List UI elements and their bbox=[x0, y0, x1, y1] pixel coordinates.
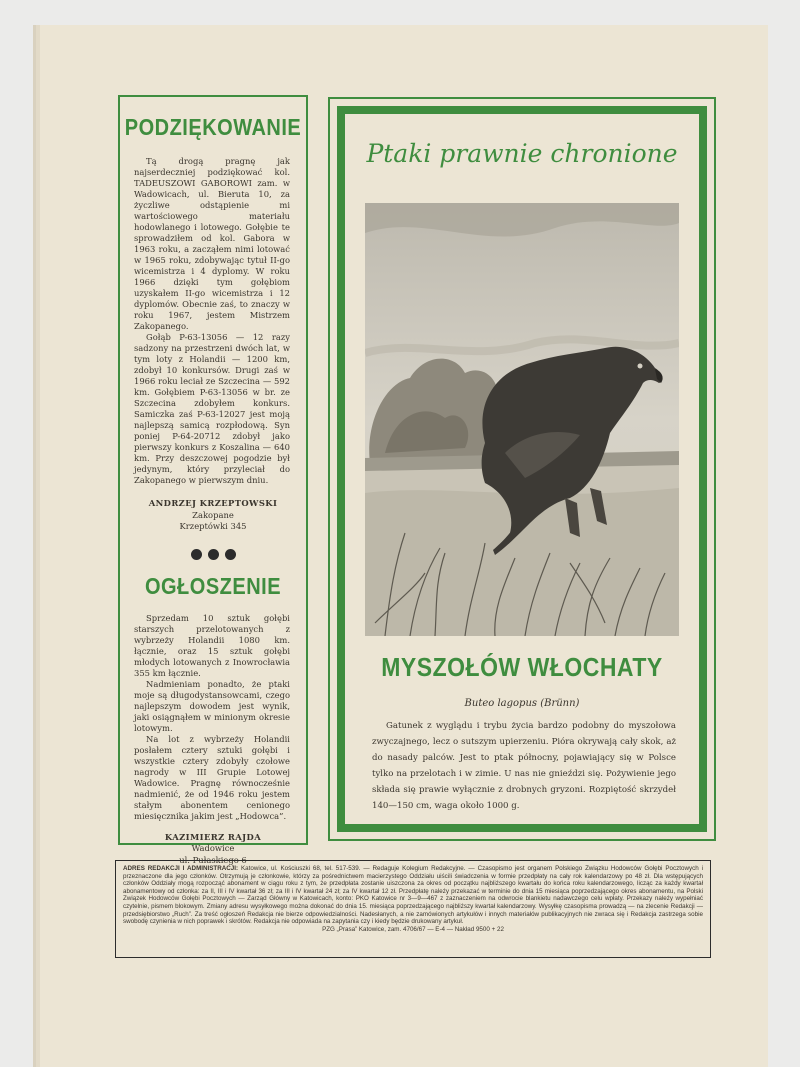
imprint-heading: ADRES REDAKCJI I ADMINISTRACJI: bbox=[123, 865, 239, 872]
species-name: MYSZOŁÓW WŁOCHATY bbox=[381, 652, 663, 682]
signature-name: KAZIMIERZ RAJDA bbox=[164, 831, 262, 842]
species-latin-name: Buteo lagopus (Brünn) bbox=[464, 698, 580, 709]
ad-paragraph: Na lot z wybrzeży Holandii posłałem cztery sztuki gołębi i wszystkie cztery zdobyły czołowe nagrody w III Grupie Lotowej Wadowice. Pragnę równocześnie nadmienić, że od 1946 roku jestem stałym abonentem cenionego miesięcznika jakim jest „Hodowca”. bbox=[134, 733, 290, 821]
section-separator-dots bbox=[120, 545, 306, 564]
thanks-title: PODZIĘKOWANIE bbox=[124, 115, 302, 141]
ad-paragraph: Nadmieniam ponadto, że ptaki moje są długodystansowcami, czego najlepszym dowodem jest wynik, jaki osiągnąłem w minionym okresie lotowym. bbox=[134, 678, 290, 733]
signature-address: Krzeptówki 345 bbox=[179, 521, 247, 531]
signature-city: Wadowice bbox=[191, 843, 235, 853]
imprint-text: Katowice, ul. Kościuszki 68, tel. 517-539. — Redaguje Kolegium Redakcyjne. — Czasopismo jest organem Polskiego Związku Hodowców Gołębi Pocztowych i przeznaczone dla jego członków. Otrzymują je członkowie, którzy za pośrednictwem macierzystego Oddziału uiścili świadczenia w formie przedpłaty na cały rok kalendarzowy po 48 zł. Dla wstępujących członków Oddziały mogą rozpocząć abonament w ciągu roku z tym, że przedpłata zostanie uiszczona za okres od początku najbliższego kwartału do końca roku kalendarzowego, licząc za każdy kwartał abonamentowy od członka: za II, III i IV kwartał 36 zł; za III i IV kwartał 24 zł; za IV kwartał 12 zł. Przedpłatę należy przekazać w terminie do dnia 15 miesiąca poprzedzającego okres abonamentu, na Polski Związek Hodowców Gołębi Pocztowych — Zarząd Główny w Katowicach, konto: PKO Katowice nr 3—9—467 z zaznaczeniem na odwrocie blankietu nadawczego celu wpłaty. Przekazy należy wypełniać czytelnie, pismem blokowym. Zmiany adresu wysyłkowego można dokonać do dnia 15. miesiąca poprzedzającego najbliższy kwartał kalendarzowy. Wysyłkę czasopisma prowadzą — na zlecenie Redakcji — przedsiębiorstwo „Ruch”. Za treść ogłoszeń Redakcja nie bierze odpowiedzialności. Nadesłanych, a nie zamówionych artykułów i innych materiałów publikacyjnych nie zwraca się i Redakcja zastrzega sobie swobodę czynienia w nich poprawek i skrótów. Redakcja nie odpowiada na zapytania czy i kiedy będzie drukowany artykuł. bbox=[123, 865, 703, 926]
thanks-text bbox=[120, 156, 306, 486]
description-paragraph: Gatunek z wyglądu i trybu życia bardzo podobny do myszołowa zwyczajnego, lecz o sutszym upierzeniu. Pióra okrywają cały skok, aż do nasady palców. Jest to ptak północny, pojawiający się w Polsce tylko na przelotach i w zimie. U nas nie gnieździ się. Pożywienie jego składa się prawie wyłącznie z drobnych gryzoni. Rozpiętość skrzydeł 140—150 cm, waga około 1000 g. bbox=[372, 721, 676, 811]
species-description bbox=[372, 718, 676, 814]
signature-name: ANDRZEJ KRZEPTOWSKI bbox=[148, 498, 278, 508]
ad-text bbox=[120, 613, 306, 822]
buzzard-illustration bbox=[365, 203, 679, 636]
ad-title: OGŁOSZENIE bbox=[144, 573, 282, 600]
left-column-box bbox=[118, 95, 308, 865]
printer-line: PZG „Prasa” Katowice, zam. 4706/67 — E-4 — Nakład 9500 + 22 bbox=[322, 925, 504, 933]
thanks-paragraph: Tą drogą pragnę jak najserdeczniej podziękować kol. TADEUSZOWI GABOROWI zam. w Wadowicach, ul. Bieruta 10, za życzliwe odstąpienie mi wartościowego materiału hodowlanego i lotowego. Gołębie te sprowadziłem od kol. Gabora w 1963 roku, a zacząłem nimi lotować w 1965 roku, zdobywając tytuł II-go wicemistrza i 4 dyplomy. W roku 1966 dzięki tym gołębiom uzyskałem II-go wicemistrza i 12 dyplomów. Obecnie zaś, to znaczy w roku 1967, jestem Mistrzem Zakopanego. bbox=[134, 156, 290, 331]
thanks-paragraph: Gołąb P-63-13056 — 12 razy sadzony na przestrzeni dwóch lat, w tym loty z Holandii — 1200 km, zdobył 10 konkursów. Drugi zaś w 1966 roku leciał ze Szczecina — 592 km. Gołębiem P-63-13056 w br. ze Szczecina zdobyłem konkurs. Samiczka zaś P-63-12027 jest moją najlepszą samicą rozpłodową. Syn poniej P-64-20712 zdobył jako pierwszy konkurs z Koszalina — 640 km. Przy deszczowej pogodzie był jedynym, który przyleciał do Zakopanego w pierwszym dniu. bbox=[134, 332, 290, 485]
thanks-signature bbox=[120, 498, 306, 533]
feature-heading: Ptaki prawnie chronione bbox=[366, 139, 678, 168]
signature-address: ul. Pułaskiego 6 bbox=[179, 854, 247, 865]
ad-paragraph: Sprzedam 10 sztuk gołębi starszych przelotowanych z wybrzeży Holandii 1080 km. łącznie, oraz 15 sztuk gołębi młodych lotowanych z Inowrocławia 355 km łącznie. bbox=[134, 612, 290, 678]
imprint-box bbox=[115, 860, 711, 958]
signature-city: Zakopane bbox=[192, 509, 234, 520]
